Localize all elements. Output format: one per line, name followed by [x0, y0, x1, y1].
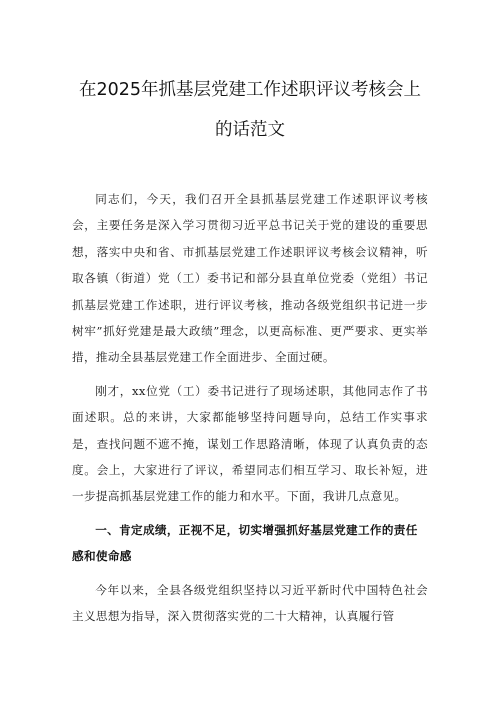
document-title — [72, 70, 428, 150]
paragraph-summary: 刚才，xx位党（工）委书记进行了现场述职，其他同志作了书面述职。总的来讲，大家都能够坚持问题导向，总结工作实事求是，查找问题不遮不掩，谋划工作思路清晰，体现了认真负责的态度。会上，大家进行了评议，希望同志们相互学习、取长补短，进一步提高抓基层党建工作的能力和水平。下面，我讲几点意见。 — [72, 383, 428, 504]
title-line-2: 的话范文 — [215, 120, 285, 140]
section-heading-1: 一、肯定成绩，正视不足，切实增强抓好基层党建工作的责任感和使命感 — [72, 522, 418, 564]
document-body — [72, 186, 428, 630]
title-line-1: 在2025年抓基层党建工作述职评议考核会上 — [78, 80, 422, 100]
paragraph-opening: 同志们，今天，我们召开全县抓基层党建工作述职评议考核会，主要任务是深入学习贯彻习近平总书记关于党的建设的重要思想，落实中央和省、市抓基层党建工作述职评议考核会议精神，听取各镇（街道）党（工）委书记和部分县直单位党委（党组）书记抓基层党建工作述职，进行评议考核，推动各级党组织书记进一步树牢”抓好党建是最大政绩”理念，以更高标准、更严要求、更实举措，推动全县基层党建工作全面进步、全面过硬。 — [72, 192, 428, 365]
paragraph-section-1: 今年以来，全县各级党组织坚持以习近平新时代中国特色社会主义思想为指导，深入贯彻落实党的二十大精神，认真履行管 — [72, 582, 428, 624]
